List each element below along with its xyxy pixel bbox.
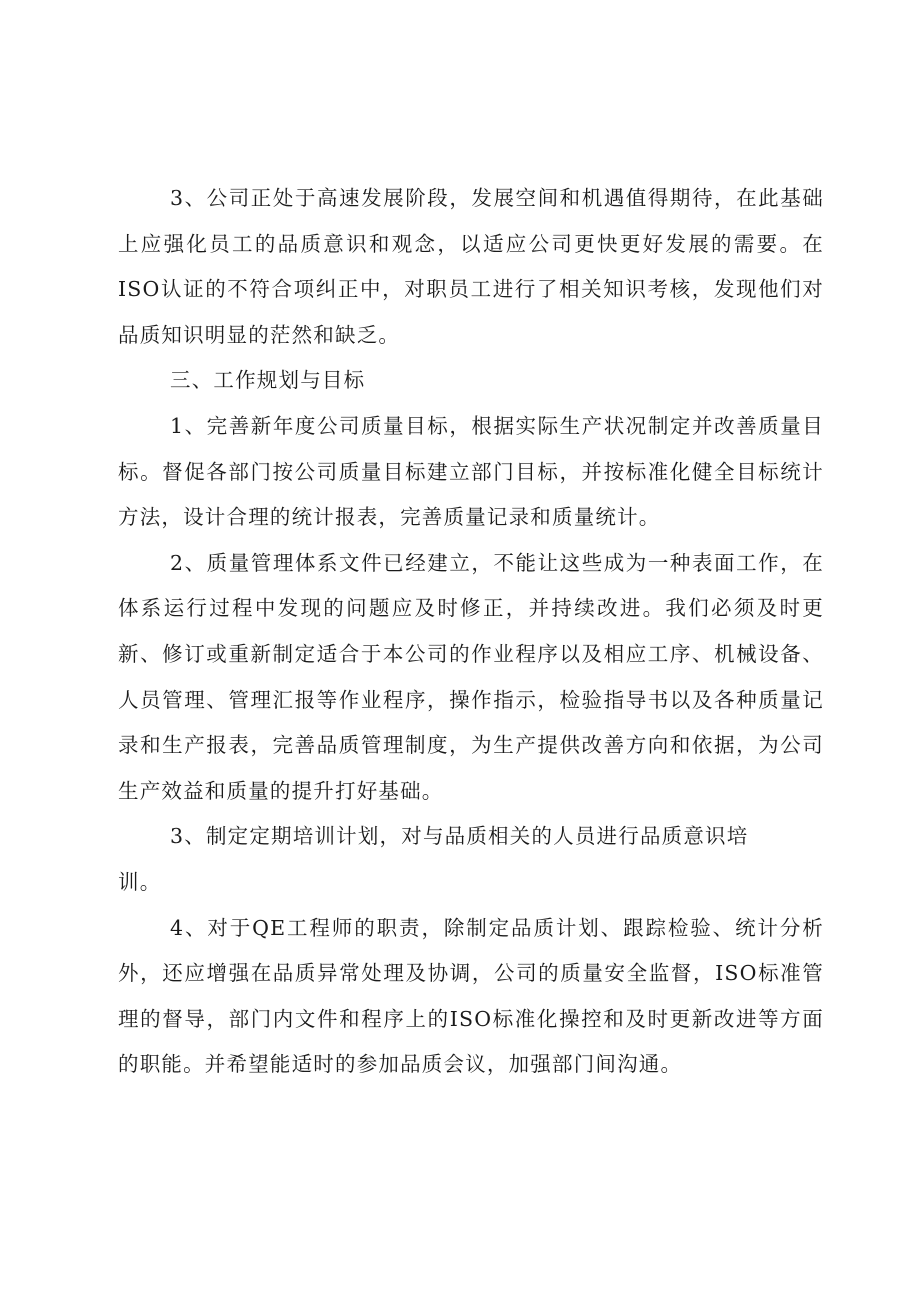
paragraph-quality-awareness: 3、公司正处于高速发展阶段，发展空间和机遇值得期待，在此基础上应强化员工的品质意识和观念，以适应公司更快更好发展的需要。在ISO认证的不符合项纠正中，对职员工进行了相关知识考核，发现他们对品质知识明显的茫然和缺乏。 <box>118 186 824 347</box>
paragraph-qms-documents: 2、质量管理体系文件已经建立，不能让这些成为一种表面工作，在体系运行过程中发现的问题应及时修正，并持续改进。我们必须及时更新、修订或重新制定适合于本公司的作业程序以及相应工序、机械设备、人员管理、管理汇报等作业程序，操作指示，检验指导书以及各种质量记录和生产报表，完善品质管理制度，为生产提供改善方向和依据，为公司生产效益和质量的提升打好基础。 <box>118 550 824 803</box>
paragraph-qe-engineer-duties: 4、对于QE工程师的职责，除制定品质计划、跟踪检验、统计分析外，还应增强在品质异常处理及协调，公司的质量安全监督，ISO标准管理的督导，部门内文件和程序上的ISO标准化操控和及时更新改进等方面的职能。并希望能适时的参加品质会议，加强部门间沟通。 <box>118 915 824 1077</box>
paragraph-quality-targets: 1、完善新年度公司质量目标，根据实际生产状况制定并改善质量目标。督促各部门按公司质量目标建立部门目标，并按标准化健全目标统计方法，设计合理的统计报表，完善质量记录和质量统计。 <box>118 413 824 530</box>
section-heading-work-plan: 三、工作规划与目标 <box>170 368 366 393</box>
paragraph-training-plan-line2: 训。 <box>118 869 162 894</box>
document-body <box>118 176 824 1088</box>
paragraph-training-plan-line1: 3、制定定期培训计划，对与品质相关的人员进行品质意识培 <box>170 824 749 849</box>
